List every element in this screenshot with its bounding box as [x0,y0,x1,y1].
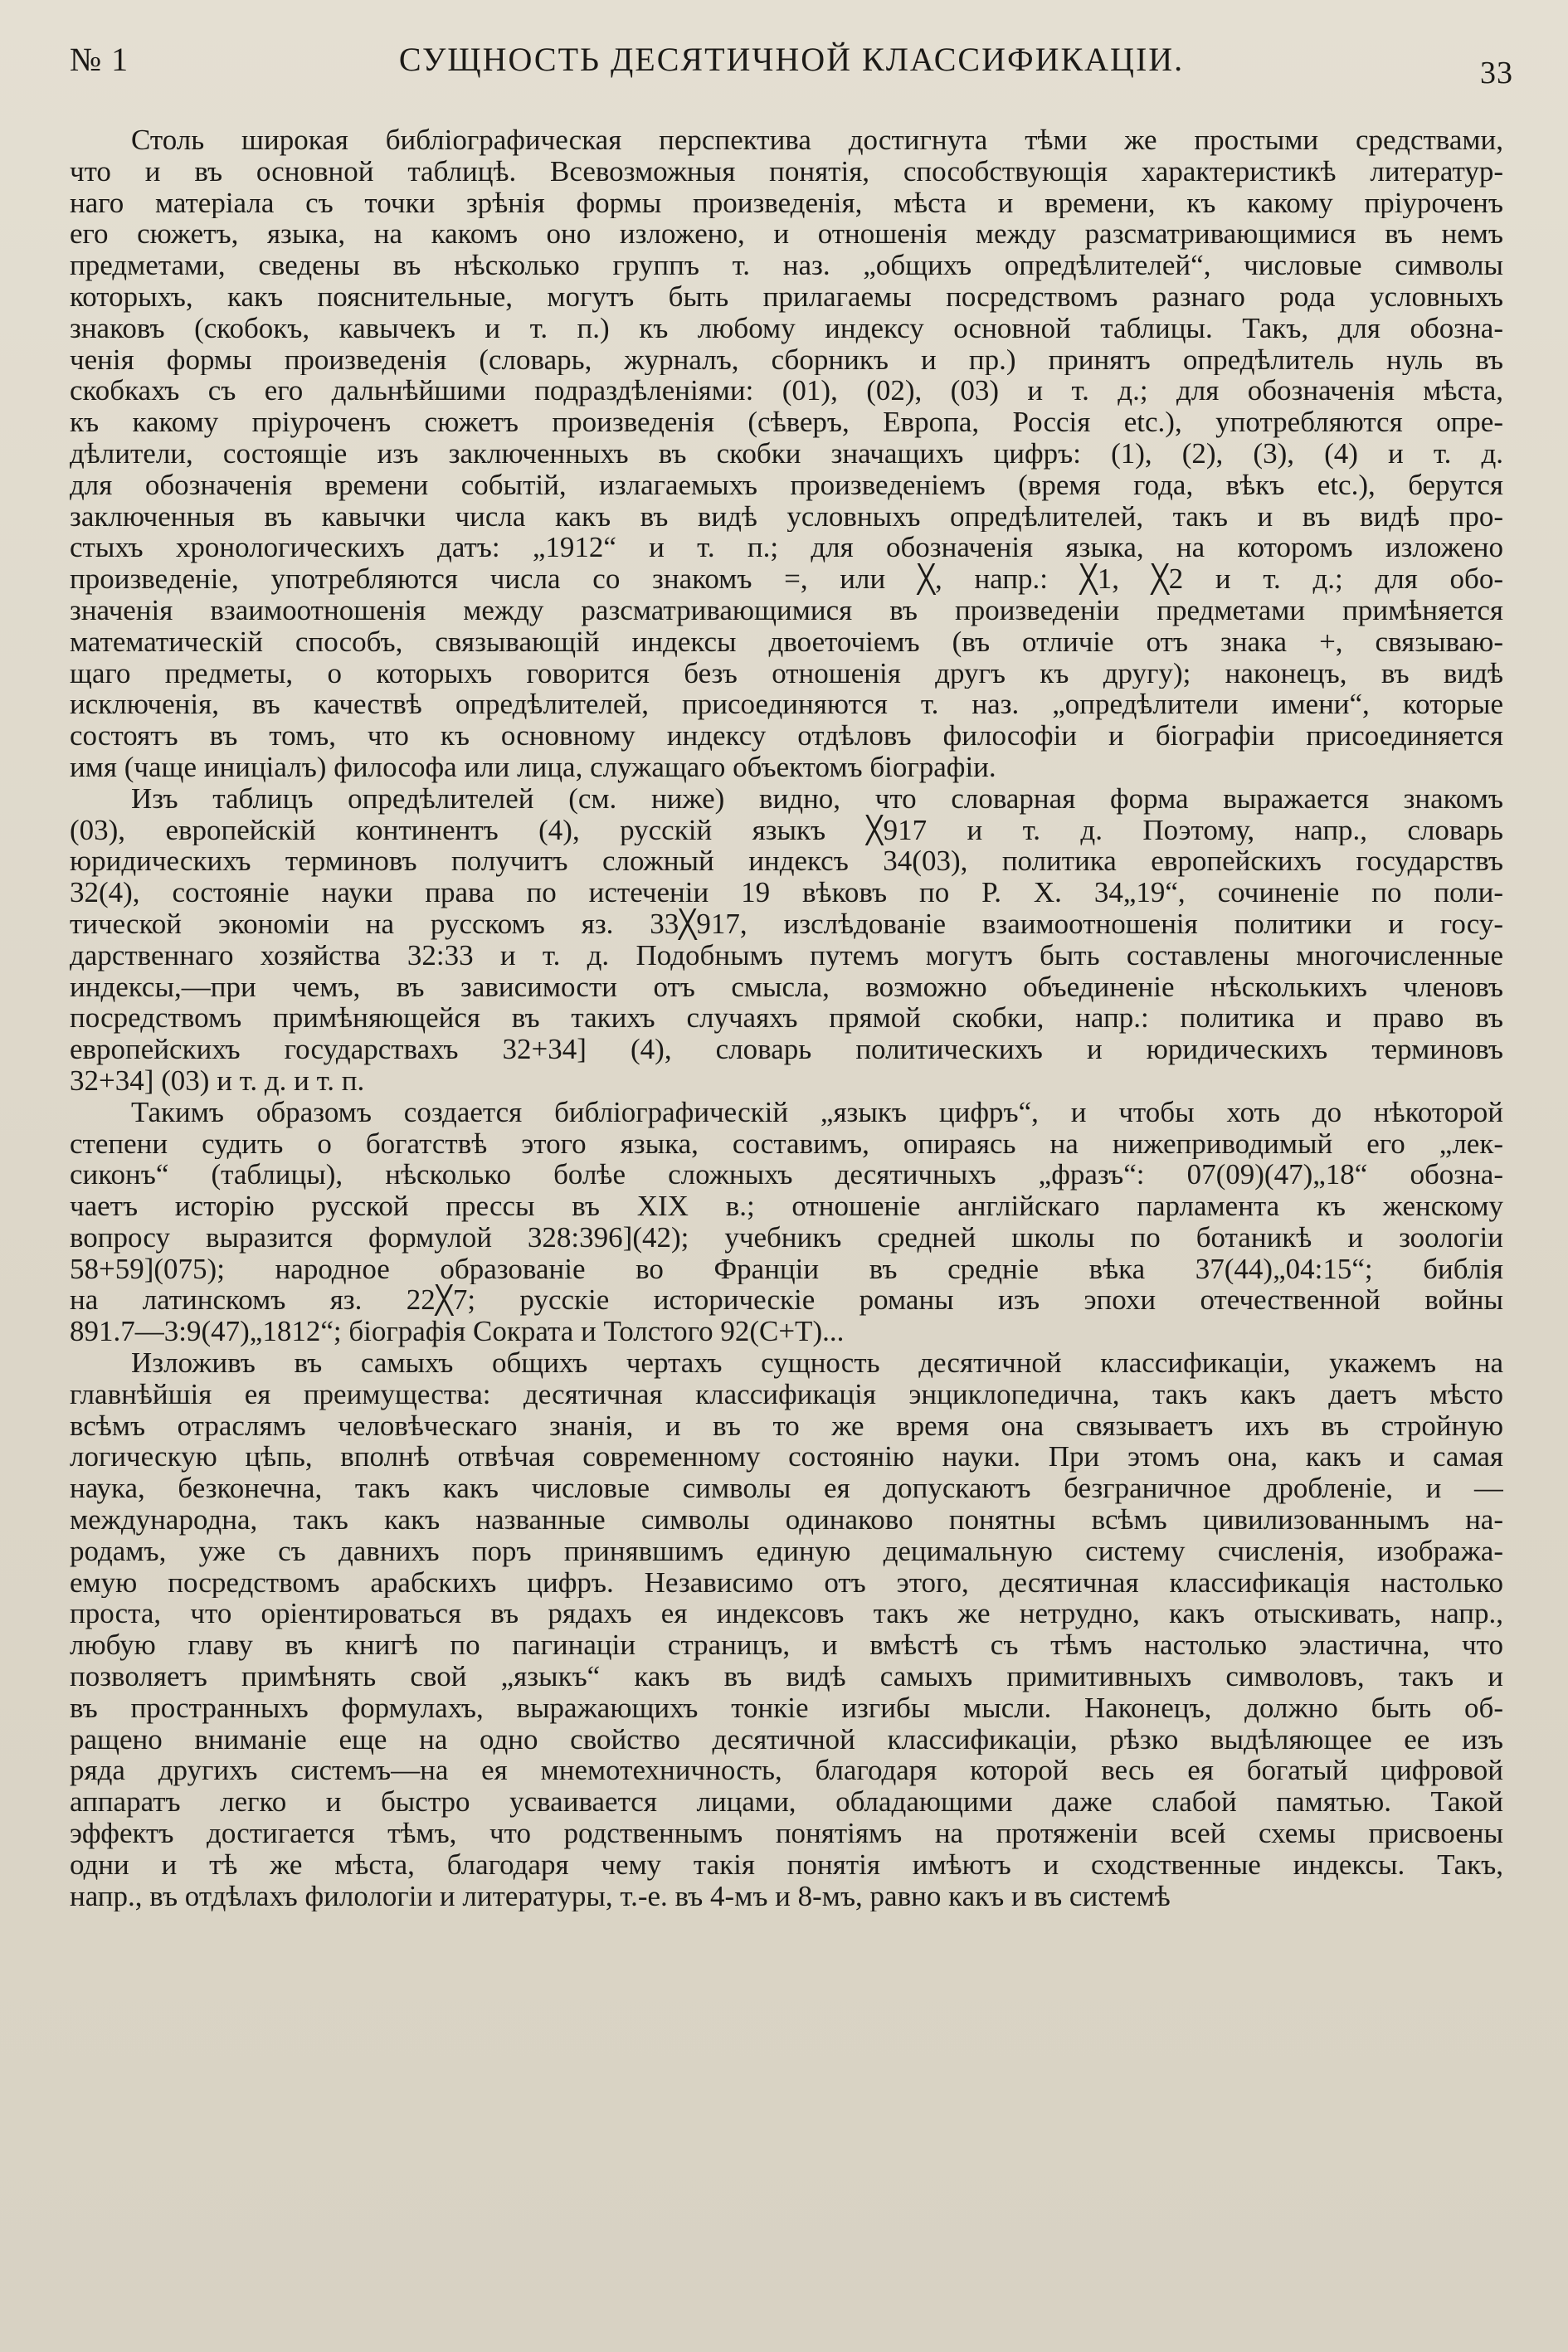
paragraph [70,124,1503,783]
paragraph [70,783,1503,1097]
text-line: состоятъ въ томъ, что къ основному индексу отдѣловъ философіи и біографіи присоединяется [70,720,1503,752]
text-line: логическую цѣпь, вполнѣ отвѣчая современному состоянію науки. При этомъ она, какъ и самая [70,1441,1503,1473]
text-line: вопросу выразится формулой 328:396](42); учебникъ средней школы по ботаникѣ и зоологіи [70,1221,1503,1254]
paragraph [70,1097,1503,1347]
text-line: позволяетъ примѣнять свой „языкъ“ какъ въ видѣ самыхъ примитивныхъ символовъ, такъ и [70,1661,1503,1692]
text-line: знаковъ (скобокъ, кавычекъ и т. п.) къ любому индексу основной таблицы. Такъ, для обозна- [70,312,1503,344]
text-line: на латинскомъ яз. 22╳7; русскіе историческіе романы изъ эпохи отечественной войны [70,1284,1503,1317]
text-line: емую посредствомъ арабскихъ цифръ. Независимо отъ этого, десятичная классификація настолько [70,1566,1503,1599]
text-line: значенія взаимоотношенія между разсматривающимися въ произведеніи предметами примѣняется [70,594,1503,626]
text-line: щаго предметы, о которыхъ говорится безъ отношенія другъ къ другу); наконецъ, въ видѣ [70,657,1503,689]
running-title: СУЩНОСТЬ ДЕСЯТИЧНОЙ КЛАССИФИКАЦІИ. [398,41,1185,78]
text-line: имя (чаще иниціалъ) философа или лица, служащаго объектомъ біографіи. [70,751,996,783]
text-line: всѣмъ отраслямъ человѣческаго знанія, и въ то же время она связываетъ ихъ въ стройную [70,1410,1503,1442]
text-line: родамъ, уже съ давнихъ поръ принявшимъ единую децимальную систему счисленія, изобража- [70,1535,1503,1567]
text-line: степени судить о богатствѣ этого языка, составимъ, опираясь на нижеприводимый его „лек- [70,1127,1503,1160]
text-line: наука, безконечна, такъ какъ числовые символы ея допускаютъ безграничное дробленіе, и — [70,1473,1503,1505]
text-line: ряда другихъ системъ—на ея мнемотехничность, благодаря которой весь ея богатый цифровой [70,1755,1503,1787]
text-line: (03), европейскій континентъ (4), русскій языкъ ╳917 и т. д. Поэтому, напр., словарь [70,814,1503,846]
text-line: Изложивъ въ самыхъ общихъ чертахъ сущность десятичной классификаціи, укажемъ на [131,1347,1503,1379]
text-line: предметами, сведены въ нѣсколько группъ т. наз. „общихъ опредѣлителей“, числовые символы [70,250,1503,281]
text-line: наго матеріала съ точки зрѣнія формы произведенія, мѣста и времени, къ какому пріуроченъ [70,187,1503,219]
text-line: къ какому пріуроченъ сюжетъ произведенія (сѣверъ, Европа, Россія etc.), употребляются опре- [70,407,1503,438]
text-line: сиконъ“ (таблицы), нѣсколько болѣе сложныхъ десятичныхъ „фразъ“: 07(09)(47)„18“ обозна- [70,1159,1503,1191]
text-line: для обозначенія времени событій, излагаемыхъ произведеніемъ (время года, вѣкъ etc.), берутся [70,469,1503,501]
body-text [70,124,1503,1911]
text-line: международна, такъ какъ названные символы одинаково понятны всѣмъ цивилизованнымъ на- [70,1504,1503,1536]
text-line: Изъ таблицъ опредѣлителей (см. ниже) видно, что словарная форма выражается знакомъ [131,782,1503,815]
text-line: Такимъ образомъ создается библіографическій „языкъ цифръ“, и чтобы хоть до нѣкоторой [131,1096,1503,1128]
text-line: дѣлители, состоящіе изъ заключенныхъ въ скобки значащихъ цифръ: (1), (2), (3), (4) и т. д. [70,437,1503,470]
text-line: юридическихъ терминовъ получитъ сложный индексъ 34(03), политика европейскихъ государствъ [70,845,1503,878]
text-line: его сюжетъ, языка, на какомъ оно изложено, и отношенія между разсматривающимися въ немъ [70,218,1503,251]
text-line: тической экономіи на русскомъ яз. 33╳917, изслѣдованіе взаимоотношенія политики и госу- [70,908,1503,940]
page-number: 33 [1480,56,1513,90]
issue-number: № 1 [70,41,129,78]
text-line: 32(4), состояніе науки права по истеченіи 19 вѣковъ по Р. Х. 34„19“, сочиненіе по поли- [70,877,1503,908]
text-line: исключенія, въ качествѣ опредѣлителей, присоединяются т. наз. „опредѣлители имени“, которые [70,689,1503,721]
text-line: что и въ основной таблицѣ. Всевозможныя понятія, способствующія характеристикѣ литератур- [70,155,1503,187]
text-line: въ пространныхъ формулахъ, выражающихъ тонкіе изгибы мысли. Наконецъ, должно быть об- [70,1692,1503,1724]
text-line: скобкахъ съ его дальнѣйшими подраздѣленіями: (01), (02), (03) и т. д.; для обозначенія мѣста, [70,375,1503,407]
text-line: одни и тѣ же мѣста, благодаря чему такія понятія имѣютъ и сходственные индексы. Такъ, [70,1848,1503,1881]
text-line: эффектъ достигается тѣмъ, что родственнымъ понятіямъ на протяженіи всей схемы присвоены [70,1818,1503,1849]
text-line: которыхъ, какъ пояснительные, могутъ быть прилагаемы посредствомъ разнаго рода условныхъ [70,280,1503,313]
text-line: дарственнаго хозяйства 32:33 и т. д. Подобнымъ путемъ могутъ быть составлены многочисленные [70,939,1503,971]
text-line: стыхъ хронологическихъ датъ: „1912“ и т. п.; для обозначенія языка, на которомъ изложено [70,532,1503,564]
text-line: аппаратъ легко и быстро усваивается лицами, обладающими даже слабой памятью. Такой [70,1786,1503,1819]
text-line: индексы,—при чемъ, въ зависимости отъ смысла, возможно объединеніе нѣсколькихъ членовъ [70,971,1503,1003]
text-line: Столь широкая библіографическая перспектива достигнута тѣми же простыми средствами, [131,124,1503,156]
paragraph [70,1347,1503,1911]
text-line: ченія формы произведенія (словарь, журналъ, сборникъ и пр.) принятъ опредѣлитель нуль въ [70,343,1503,376]
text-line: чаетъ исторію русской прессы въ XIX в.; отношеніе англійскаго парламента къ женскому [70,1191,1503,1222]
running-head [70,40,1513,90]
text-line: 32+34] (03) и т. д. и т. п. [70,1064,365,1097]
text-line: напр., въ отдѣлахъ филологіи и литературы, т.-е. въ 4-мъ и 8-мъ, равно какъ и въ системѣ [70,1880,1171,1912]
text-line: математическій способъ, связывающій индексы двоеточіемъ (въ отличіе отъ знака +, связываю- [70,626,1503,658]
text-line: главнѣйшія ея преимущества: десятичная классификація энциклопедична, такъ какъ даетъ мѣсто [70,1378,1503,1410]
text-line: 891.7—3:9(47)„1812“; біографія Сократа и Толстого 92(С+Т)... [70,1316,845,1348]
text-line: проста, что оріентироваться въ рядахъ ея индексовъ такъ же нетрудно, какъ отыскивать, напр., [70,1598,1503,1630]
text-line: посредствомъ примѣняющейся въ такихъ случаяхъ прямой скобки, напр.: политика и право въ [70,1002,1503,1035]
text-line: ращено вниманіе еще на одно свойство десятичной классификаціи, рѣзко выдѣляющее ее изъ [70,1723,1503,1755]
text-line: любую главу въ книгѣ по пагинаціи страницъ, и вмѣстѣ съ тѣмъ настолько эластична, что [70,1629,1503,1662]
text-line: заключенныя въ кавычки числа какъ въ видѣ условныхъ опредѣлителей, такъ и въ видѣ про- [70,500,1503,533]
text-line: произведеніе, употребляются числа со знакомъ =, или ╳, напр.: ╳1, ╳2 и т. д.; для обо- [70,563,1503,595]
text-line: европейскихъ государствахъ 32+34] (4), словарь политическихъ и юридическихъ терминовъ [70,1034,1503,1065]
text-line: 58+59](075); народное образованіе во Франціи въ средніе вѣка 37(44)„04:15“; библія [70,1253,1503,1285]
